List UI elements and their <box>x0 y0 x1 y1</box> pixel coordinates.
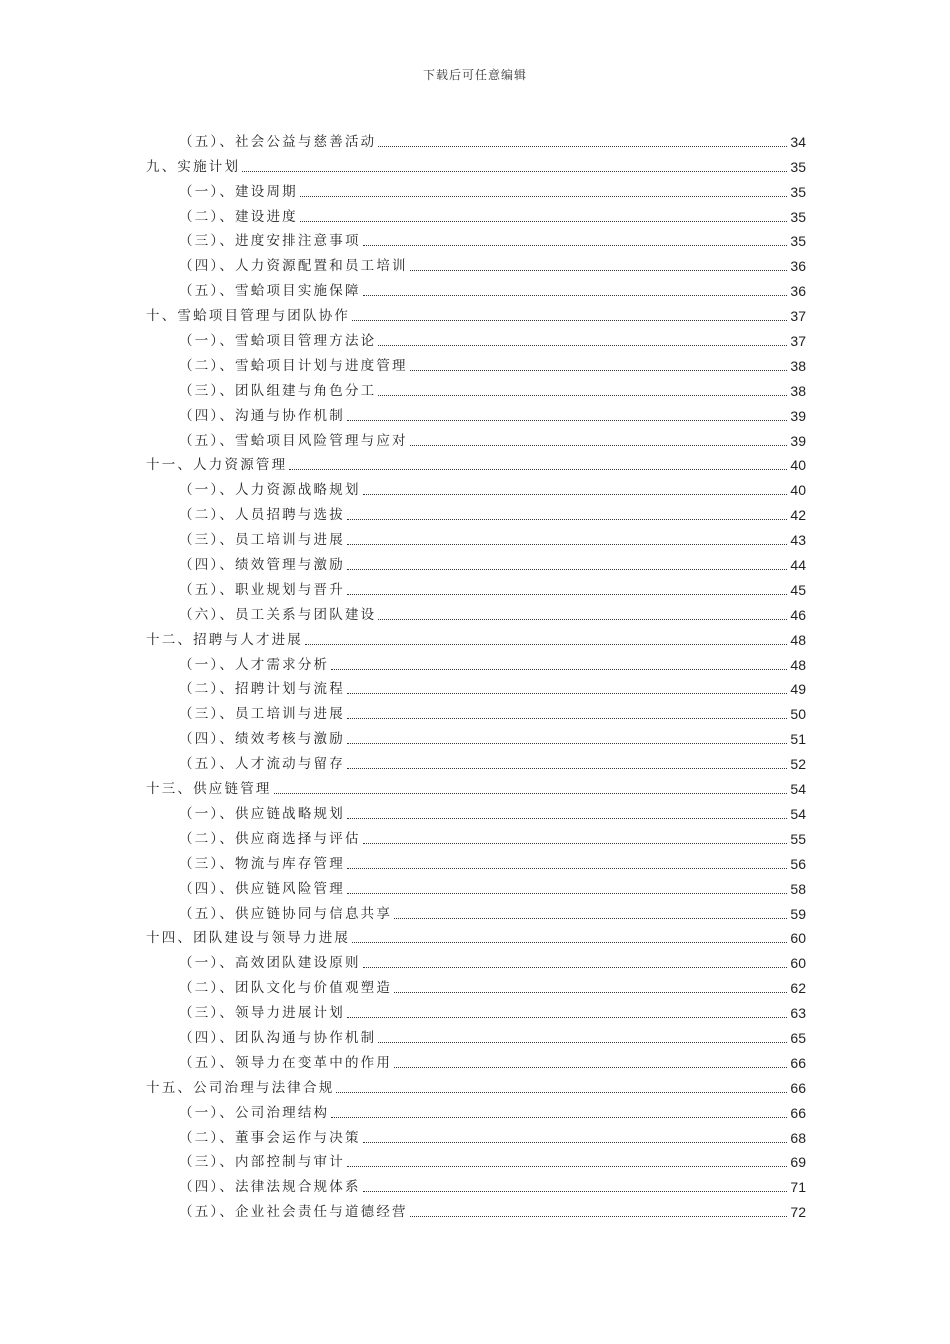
toc-page-number: 66 <box>790 1079 806 1096</box>
toc-page-number: 72 <box>790 1204 806 1221</box>
toc-entry-title: （二）、董事会运作与决策 <box>179 1129 361 1146</box>
toc-section-entry[interactable] <box>146 1022 806 1047</box>
toc-page-number: 60 <box>790 955 806 972</box>
toc-entry-title: （四）、团队沟通与协作机制 <box>179 1029 377 1046</box>
toc-entry-title: （四）、供应链风险管理 <box>179 880 345 897</box>
toc-dot-leader <box>394 918 787 919</box>
toc-entry-title: （一）、雪蛤项目管理方法论 <box>179 333 377 350</box>
toc-entry-title: （二）、人员招聘与选拔 <box>179 507 345 524</box>
toc-entry-title: （一）、供应链战略规划 <box>179 805 345 822</box>
toc-entry-title: 十一、人力资源管理 <box>146 457 288 474</box>
toc-dot-leader <box>336 1092 787 1093</box>
toc-entry-title: （五）、社会公益与慈善活动 <box>179 133 377 150</box>
toc-section-entry[interactable] <box>146 997 806 1022</box>
toc-dot-leader <box>274 793 788 794</box>
toc-entry-title: （五）、领导力在变革中的作用 <box>179 1054 393 1071</box>
toc-dot-leader <box>347 893 787 894</box>
toc-dot-leader <box>363 295 788 296</box>
toc-page-number: 66 <box>790 1104 806 1121</box>
toc-dot-leader <box>347 718 787 719</box>
toc-page-number: 45 <box>790 581 806 598</box>
toc-section-entry[interactable] <box>146 574 806 599</box>
toc-dot-leader <box>410 270 788 271</box>
toc-section-entry[interactable] <box>146 425 806 450</box>
toc-page-number: 69 <box>790 1154 806 1171</box>
toc-section-entry[interactable] <box>146 1196 806 1221</box>
toc-section-entry[interactable] <box>146 599 806 624</box>
toc-page-number: 59 <box>790 905 806 922</box>
toc-dot-leader <box>347 768 787 769</box>
toc-section-entry[interactable] <box>146 524 806 549</box>
toc-dot-leader <box>347 743 787 744</box>
toc-page-number: 51 <box>790 731 806 748</box>
toc-dot-leader <box>347 519 787 520</box>
toc-page-number: 63 <box>790 1005 806 1022</box>
toc-page-number: 54 <box>790 781 806 798</box>
toc-section-entry[interactable] <box>146 947 806 972</box>
toc-dot-leader <box>394 1067 787 1068</box>
toc-section-entry[interactable] <box>146 798 806 823</box>
toc-dot-leader <box>347 868 787 869</box>
toc-entry-title: （五）、雪蛤项目实施保障 <box>179 283 361 300</box>
toc-section-entry[interactable] <box>146 898 806 923</box>
toc-section-entry[interactable] <box>146 1171 806 1196</box>
toc-section-entry[interactable] <box>146 698 806 723</box>
toc-dot-leader <box>300 221 788 222</box>
toc-page-number: 39 <box>790 407 806 424</box>
toc-dot-leader <box>378 395 787 396</box>
toc-section-entry[interactable] <box>146 549 806 574</box>
toc-section-entry[interactable] <box>146 972 806 997</box>
toc-chapter-entry[interactable] <box>146 300 806 325</box>
toc-entry-title: （四）、人力资源配置和员工培训 <box>179 258 408 275</box>
toc-dot-leader <box>347 1166 787 1167</box>
toc-entry-title: （二）、建设进度 <box>179 208 298 225</box>
toc-page-number: 39 <box>790 432 806 449</box>
toc-entry-title: （五）、雪蛤项目风险管理与应对 <box>179 432 408 449</box>
toc-dot-leader <box>347 1017 787 1018</box>
toc-dot-leader <box>363 843 788 844</box>
toc-page-number: 37 <box>790 308 806 325</box>
toc-page-number: 48 <box>790 631 806 648</box>
toc-dot-leader <box>363 967 788 968</box>
toc-entry-title: （三）、员工培训与进展 <box>179 532 345 549</box>
toc-dot-leader <box>331 1117 787 1118</box>
toc-dot-leader <box>378 619 787 620</box>
toc-page-number: 52 <box>790 756 806 773</box>
toc-page-number: 35 <box>790 233 806 250</box>
toc-entry-title: （一）、建设周期 <box>179 183 298 200</box>
toc-page-number: 58 <box>790 880 806 897</box>
toc-dot-leader <box>363 1142 788 1143</box>
toc-page-number: 42 <box>790 507 806 524</box>
toc-entry-title: （四）、绩效考核与激励 <box>179 731 345 748</box>
toc-dot-leader <box>347 693 787 694</box>
toc-dot-leader <box>347 420 787 421</box>
toc-section-entry[interactable] <box>146 723 806 748</box>
toc-page-number: 71 <box>790 1179 806 1196</box>
toc-entry-title: （二）、雪蛤项目计划与进度管理 <box>179 357 408 374</box>
toc-page-number: 36 <box>790 283 806 300</box>
toc-entry-title: （二）、招聘计划与流程 <box>179 681 345 698</box>
toc-page-number: 49 <box>790 681 806 698</box>
toc-dot-leader <box>378 345 787 346</box>
toc-page-number: 37 <box>790 333 806 350</box>
toc-dot-leader <box>347 569 787 570</box>
toc-dot-leader <box>242 171 787 172</box>
toc-dot-leader <box>363 245 788 246</box>
toc-entry-title: 十四、团队建设与领导力进展 <box>146 930 351 947</box>
toc-entry-title: （四）、绩效管理与激励 <box>179 557 345 574</box>
toc-section-entry[interactable] <box>146 400 806 425</box>
toc-section-entry[interactable] <box>146 873 806 898</box>
toc-chapter-entry[interactable] <box>146 1072 806 1097</box>
toc-entry-title: （一）、公司治理结构 <box>179 1104 330 1121</box>
toc-page-number: 65 <box>790 1029 806 1046</box>
toc-page-number: 35 <box>790 183 806 200</box>
toc-page-number: 40 <box>790 457 806 474</box>
toc-chapter-entry[interactable] <box>146 773 806 798</box>
toc-entry-title: （五）、人才流动与留存 <box>179 756 345 773</box>
toc-entry-title: （一）、人才需求分析 <box>179 656 330 673</box>
toc-entry-title: （二）、团队文化与价值观塑造 <box>179 980 393 997</box>
toc-page-number: 46 <box>790 606 806 623</box>
toc-entry-title: （三）、进度安排注意事项 <box>179 233 361 250</box>
toc-entry-title: 十二、招聘与人才进展 <box>146 631 303 648</box>
toc-section-entry[interactable] <box>146 748 806 773</box>
toc-section-entry[interactable] <box>146 823 806 848</box>
toc-section-entry[interactable] <box>146 649 806 674</box>
toc-dot-leader <box>394 992 787 993</box>
toc-page-number: 34 <box>790 133 806 150</box>
toc-entry-title: （一）、人力资源战略规划 <box>179 482 361 499</box>
toc-section-entry[interactable] <box>146 1122 806 1147</box>
toc-dot-leader <box>347 818 787 819</box>
toc-dot-leader <box>363 494 788 495</box>
toc-section-entry[interactable] <box>146 375 806 400</box>
toc-page-number: 36 <box>790 258 806 275</box>
toc-dot-leader <box>305 644 787 645</box>
toc-section-entry[interactable] <box>146 674 806 699</box>
toc-page-number: 50 <box>790 706 806 723</box>
table-of-contents <box>146 126 806 1221</box>
toc-entry-title: （三）、领导力进展计划 <box>179 1005 345 1022</box>
toc-section-entry[interactable] <box>146 201 806 226</box>
toc-dot-leader <box>347 594 787 595</box>
toc-section-entry[interactable] <box>146 1047 806 1072</box>
toc-dot-leader <box>410 445 788 446</box>
toc-entry-title: （四）、沟通与协作机制 <box>179 407 345 424</box>
toc-section-entry[interactable] <box>146 350 806 375</box>
toc-dot-leader <box>410 370 788 371</box>
toc-page-number: 38 <box>790 357 806 374</box>
toc-entry-title: （三）、员工培训与进展 <box>179 706 345 723</box>
toc-section-entry[interactable] <box>146 275 806 300</box>
toc-page-number: 62 <box>790 980 806 997</box>
toc-dot-leader <box>378 1042 787 1043</box>
toc-page-number: 43 <box>790 532 806 549</box>
toc-section-entry[interactable] <box>146 126 806 151</box>
toc-entry-title: （三）、物流与库存管理 <box>179 855 345 872</box>
toc-dot-leader <box>289 469 787 470</box>
toc-section-entry[interactable] <box>146 1097 806 1122</box>
toc-dot-leader <box>331 669 787 670</box>
toc-dot-leader <box>300 196 788 197</box>
toc-entry-title: （二）、供应商选择与评估 <box>179 830 361 847</box>
toc-page-number: 44 <box>790 557 806 574</box>
toc-chapter-entry[interactable] <box>146 151 806 176</box>
toc-chapter-entry[interactable] <box>146 923 806 948</box>
toc-section-entry[interactable] <box>146 325 806 350</box>
toc-entry-title: （三）、团队组建与角色分工 <box>179 382 377 399</box>
toc-page-number: 40 <box>790 482 806 499</box>
toc-page-number: 66 <box>790 1054 806 1071</box>
toc-entry-title: （三）、内部控制与审计 <box>179 1154 345 1171</box>
toc-page-number: 56 <box>790 855 806 872</box>
toc-page-number: 54 <box>790 805 806 822</box>
toc-entry-title: （五）、职业规划与晋升 <box>179 581 345 598</box>
toc-section-entry[interactable] <box>146 499 806 524</box>
toc-entry-title: （四）、法律法规合规体系 <box>179 1179 361 1196</box>
toc-page-number: 48 <box>790 656 806 673</box>
toc-page-number: 35 <box>790 208 806 225</box>
toc-entry-title: 十三、供应链管理 <box>146 781 272 798</box>
toc-section-entry[interactable] <box>146 250 806 275</box>
toc-entry-title: 十、雪蛤项目管理与团队协作 <box>146 308 351 325</box>
toc-dot-leader <box>352 942 787 943</box>
page-header: 下载后可任意编辑 <box>422 68 527 82</box>
toc-page-number: 60 <box>790 930 806 947</box>
toc-dot-leader <box>352 320 787 321</box>
toc-page-number: 35 <box>790 158 806 175</box>
toc-dot-leader <box>410 1216 788 1217</box>
toc-dot-leader <box>347 544 787 545</box>
toc-section-entry[interactable] <box>146 1147 806 1172</box>
toc-entry-title: （五）、供应链协同与信息共享 <box>179 905 393 922</box>
toc-entry-title: 九、实施计划 <box>146 158 241 175</box>
toc-entry-title: （五）、企业社会责任与道德经营 <box>179 1204 408 1221</box>
toc-section-entry[interactable] <box>146 176 806 201</box>
toc-chapter-entry[interactable] <box>146 624 806 649</box>
toc-page-number: 55 <box>790 830 806 847</box>
toc-page-number: 68 <box>790 1129 806 1146</box>
toc-entry-title: （六）、员工关系与团队建设 <box>179 606 377 623</box>
toc-dot-leader <box>378 146 787 147</box>
toc-page-number: 38 <box>790 382 806 399</box>
toc-section-entry[interactable] <box>146 474 806 499</box>
toc-entry-title: 十五、公司治理与法律合规 <box>146 1079 335 1096</box>
toc-section-entry[interactable] <box>146 848 806 873</box>
toc-section-entry[interactable] <box>146 226 806 251</box>
toc-entry-title: （一）、高效团队建设原则 <box>179 955 361 972</box>
toc-dot-leader <box>363 1191 788 1192</box>
toc-chapter-entry[interactable] <box>146 450 806 475</box>
